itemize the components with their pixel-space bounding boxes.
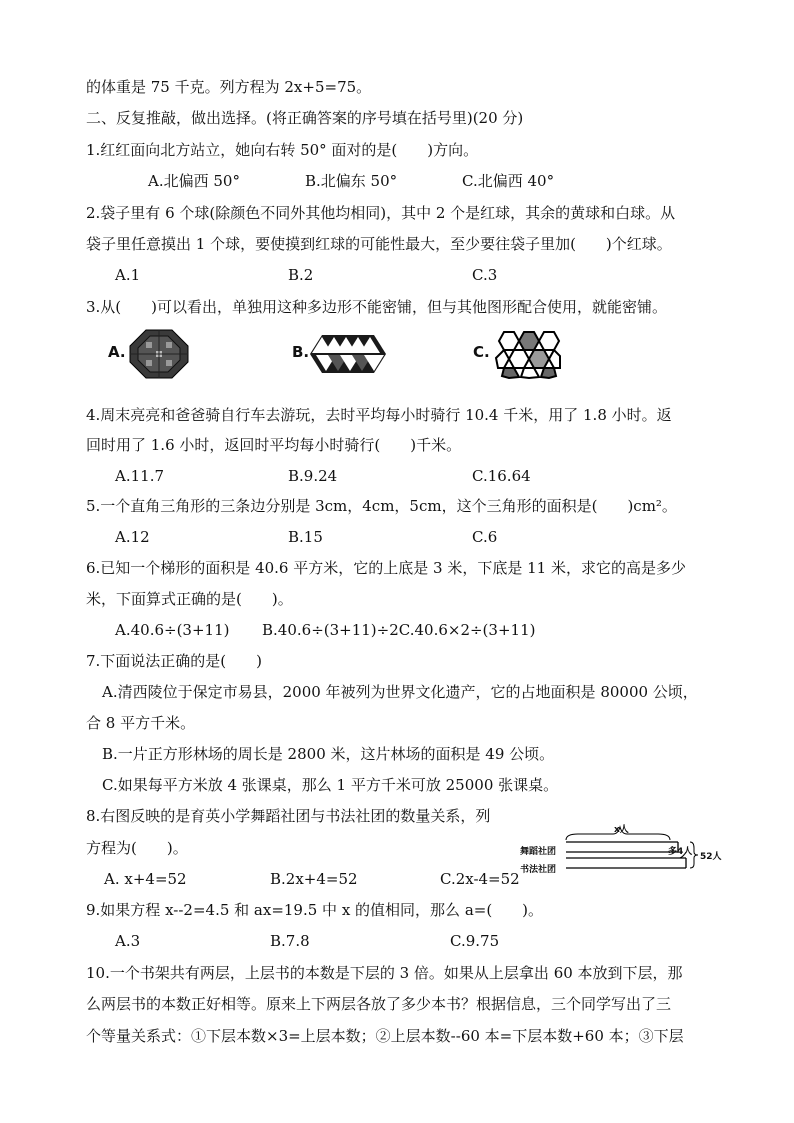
question-4-line1: 4.周末亮亮和爸爸骑自行车去游玩，去时平均每小时骑行 10.4 千米，用了 1.8 小时。返 xyxy=(86,406,672,424)
question-9: 9.如果方程 x--2=4.5 和 ax=19.5 中 x 的值相同，那么 a=( )。 xyxy=(86,901,544,919)
q3-figure-c xyxy=(494,328,562,380)
question-2-line2: 袋子里任意摸出 1 个球，要使摸到红球的可能性最大，至少要往袋子里加( )个红球。 xyxy=(86,235,672,253)
q5-option-b: B.15 xyxy=(288,528,323,546)
q5-option-a: A.12 xyxy=(115,528,150,546)
q7-option-a-line2: 合 8 平方千米。 xyxy=(86,714,196,732)
q7-option-a-line1: A.清西陵位于保定市易县，2000 年被列为世界文化遗产，它的占地面积是 80000 公顷， xyxy=(102,683,698,701)
question-5: 5.一个直角三角形的三条边分别是 3cm，4cm，5cm，这个三角形的面积是( )cm²。 xyxy=(86,497,677,515)
question-8-line2: 方程为( )。 xyxy=(86,839,188,857)
q2-option-b: B.2 xyxy=(288,266,314,284)
question-10-line1: 10.一个书架共有两层，上层书的本数是下层的 3 倍。如果从上层拿出 60 本放到下层，那 xyxy=(86,964,683,982)
q8-option-b: B.2x+4=52 xyxy=(270,870,358,888)
q3-figure-b xyxy=(310,333,386,375)
q9-option-a: A.3 xyxy=(115,932,141,950)
q3-option-b-label: B. xyxy=(292,343,310,361)
question-7: 7.下面说法正确的是( ) xyxy=(86,652,263,670)
question-10-line3: 个等量关系式：①下层本数×3=上层本数；②上层本数--60 本=下层本数+60 本；③下层 xyxy=(86,1027,684,1045)
question-6-line1: 6.已知一个梯形的面积是 40.6 平方米，它的上底是 3 米，下底是 11 米，求它的高是多少 xyxy=(86,559,686,577)
q1-option-a: A.北偏西 50° xyxy=(148,172,240,190)
q8-row-dance: 舞蹈社团 xyxy=(520,847,557,857)
question-8-line1: 8.右图反映的是育英小学舞蹈社团与书法社团的数量关系，列 xyxy=(86,807,491,825)
q9-option-c: C.9.75 xyxy=(450,932,500,950)
q8-label-more: 多4人 xyxy=(668,847,693,857)
q1-option-b: B.北偏东 50° xyxy=(305,172,398,190)
q1-option-c: C.北偏西 40° xyxy=(462,172,555,190)
q8-bar-diagram xyxy=(518,822,748,884)
q6-option-a: A.40.6÷(3+11) xyxy=(115,621,230,639)
q7-option-b: B.一片正方形林场的周长是 2800 米，这片林场的面积是 49 公顷。 xyxy=(102,745,555,763)
q8-label-total: 52人 xyxy=(700,852,722,862)
question-1: 1.红红面向北方站立，她向右转 50° 面对的是( )方向。 xyxy=(86,141,479,159)
q2-option-c: C.3 xyxy=(472,266,498,284)
q3-option-a-label: A. xyxy=(108,343,126,361)
question-3: 3.从( )可以看出，单独用这种多边形不能密铺，但与其他图形配合使用，就能密铺。 xyxy=(86,298,668,316)
q8-option-c: C.2x-4=52 xyxy=(440,870,520,888)
q4-option-c: C.16.64 xyxy=(472,467,531,485)
text-line: 的体重是 75 千克。列方程为 2x+5=75。 xyxy=(86,78,372,96)
question-4-line2: 回时用了 1.6 小时，返回时平均每小时骑行( )千米。 xyxy=(86,436,462,454)
question-2-line1: 2.袋子里有 6 个球(除颜色不同外其他均相同)，其中 2 个是红球，其余的黄球和白球。从 xyxy=(86,204,676,222)
q8-option-a: A. x+4=52 xyxy=(104,870,187,888)
q6-option-b-c: B.40.6÷(3+11)÷2C.40.6×2÷(3+11) xyxy=(262,621,536,639)
q2-option-a: A.1 xyxy=(115,266,141,284)
section-heading: 二、反复推敲，做出选择。(将正确答案的序号填在括号里)(20 分) xyxy=(86,109,524,127)
q8-label-x: x人 xyxy=(614,825,629,835)
question-6-line2: 米，下面算式正确的是( )。 xyxy=(86,590,293,608)
q3-option-c-label: C. xyxy=(473,343,490,361)
q8-row-calligraphy: 书法社团 xyxy=(520,865,557,875)
question-10-line2: 么两层书的本数正好相等。原来上下两层各放了多少本书？根据信息，三个同学写出了三 xyxy=(86,995,672,1013)
q9-option-b: B.7.8 xyxy=(270,932,310,950)
q4-option-a: A.11.7 xyxy=(115,467,164,485)
q4-option-b: B.9.24 xyxy=(288,467,338,485)
q5-option-c: C.6 xyxy=(472,528,498,546)
q3-figure-a xyxy=(128,328,190,380)
q7-option-c: C.如果每平方米放 4 张课桌，那么 1 平方千米可放 25000 张课桌。 xyxy=(102,776,559,794)
